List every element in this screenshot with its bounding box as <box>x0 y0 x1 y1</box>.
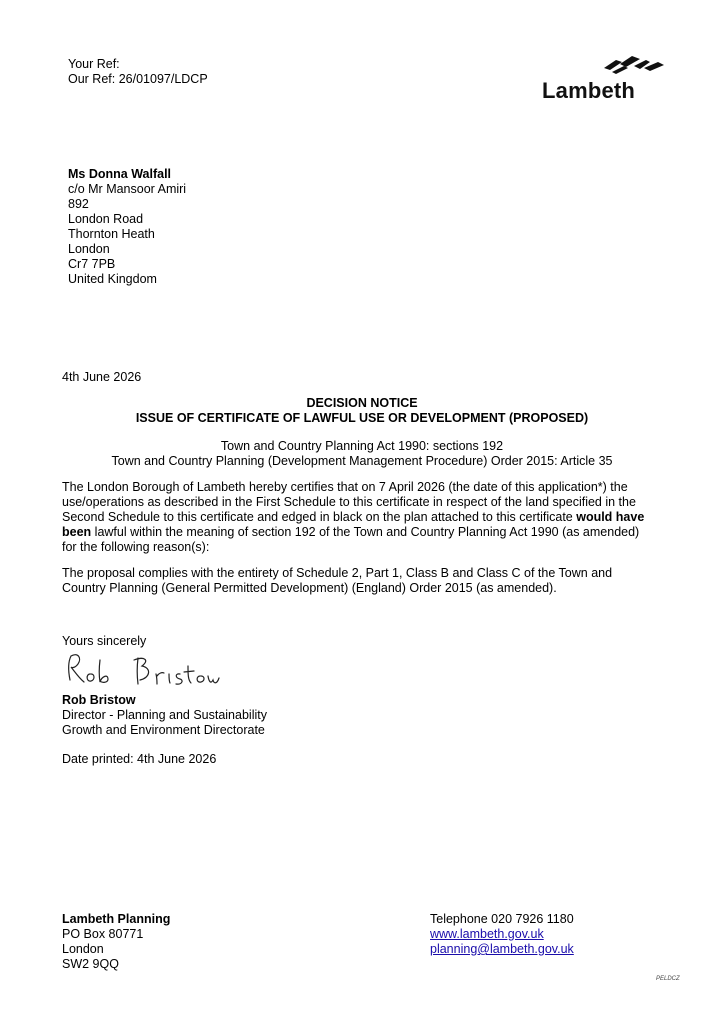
address-line: Cr7 7PB <box>68 257 116 271</box>
notice-subtitle: ISSUE OF CERTIFICATE OF LAWFUL USE OR DEVELOPMENT (PROPOSED) <box>135 411 589 425</box>
certificate-paragraph <box>62 480 652 555</box>
footer-po-box: PO Box 80771 <box>62 927 144 941</box>
paragraph-text: The proposal complies with the entirety of Schedule 2, Part 1, Class B and Class C of the Town and Country Planning (General Permitted Development) (England) Order 2015 (as amended). <box>62 566 613 595</box>
address-line: London <box>68 242 110 256</box>
address-line: United Kingdom <box>68 272 157 286</box>
letter-date-text: 4th June 2026 <box>62 370 142 384</box>
handwritten-signature <box>64 650 234 692</box>
footer-postcode: SW2 9QQ <box>62 957 119 971</box>
reference-block <box>68 57 208 87</box>
footer-address <box>62 912 170 972</box>
document-code <box>656 976 680 982</box>
letter-date <box>62 370 141 385</box>
notice-heading <box>62 396 662 426</box>
your-ref: Your Ref: <box>68 57 120 71</box>
notice-title: DECISION NOTICE <box>306 396 418 410</box>
signatory-directorate: Growth and Environment Directorate <box>62 723 265 737</box>
footer-telephone: Telephone 020 7926 1180 <box>430 912 574 926</box>
act-line-2: Town and Country Planning (Development Management Procedure) Order 2015: Article 35 <box>111 454 613 468</box>
website-link[interactable]: www.lambeth.gov.uk <box>430 927 544 941</box>
signatory-block <box>62 693 267 738</box>
address-line: c/o Mr Mansoor Amiri <box>68 182 187 196</box>
closing-text: Yours sincerely <box>62 634 147 648</box>
act-references <box>62 439 662 469</box>
act-line-1: Town and Country Planning Act 1990: sections 192 <box>220 439 504 453</box>
email-link[interactable]: planning@lambeth.gov.uk <box>430 942 574 956</box>
footer-org: Lambeth Planning <box>62 912 171 926</box>
document-code-text: PELDCZ <box>656 976 680 982</box>
footer-contact <box>430 912 574 957</box>
signatory-name: Rob Bristow <box>62 693 136 707</box>
address-line: Thornton Heath <box>68 227 155 241</box>
lambeth-logo <box>540 54 668 104</box>
recipient-name: Ms Donna Walfall <box>68 167 172 181</box>
closing <box>62 634 146 649</box>
recipient-address <box>68 167 186 287</box>
logo-bird-icon <box>540 54 668 78</box>
signatory-title: Director - Planning and Sustainability <box>62 708 267 722</box>
signature-icon <box>64 650 234 692</box>
reason-paragraph <box>62 566 652 596</box>
date-printed <box>62 752 216 767</box>
address-line: 892 <box>68 197 89 211</box>
date-printed-text: Date printed: 4th June 2026 <box>62 752 217 766</box>
address-line: London Road <box>68 212 144 226</box>
our-ref: Our Ref: 26/01097/LDCP <box>68 72 208 86</box>
paragraph-text: lawful within the meaning of section 192 of the Town and Country Planning Act 1990 (as amended) for the following reason(s): <box>62 525 640 554</box>
logo-text: Lambeth <box>542 78 636 103</box>
paragraph-text: The London Borough of Lambeth hereby certifies that on 7 April 2026 (the date of this application*) the use/operations as described in the First Schedule to this certificate in respect of the land specified in the Second Schedule to this certificate and edged in black on the plan attached to this certificate <box>62 480 636 524</box>
footer-city: London <box>62 942 104 956</box>
paragraph-emphasis: would have been <box>62 510 645 539</box>
